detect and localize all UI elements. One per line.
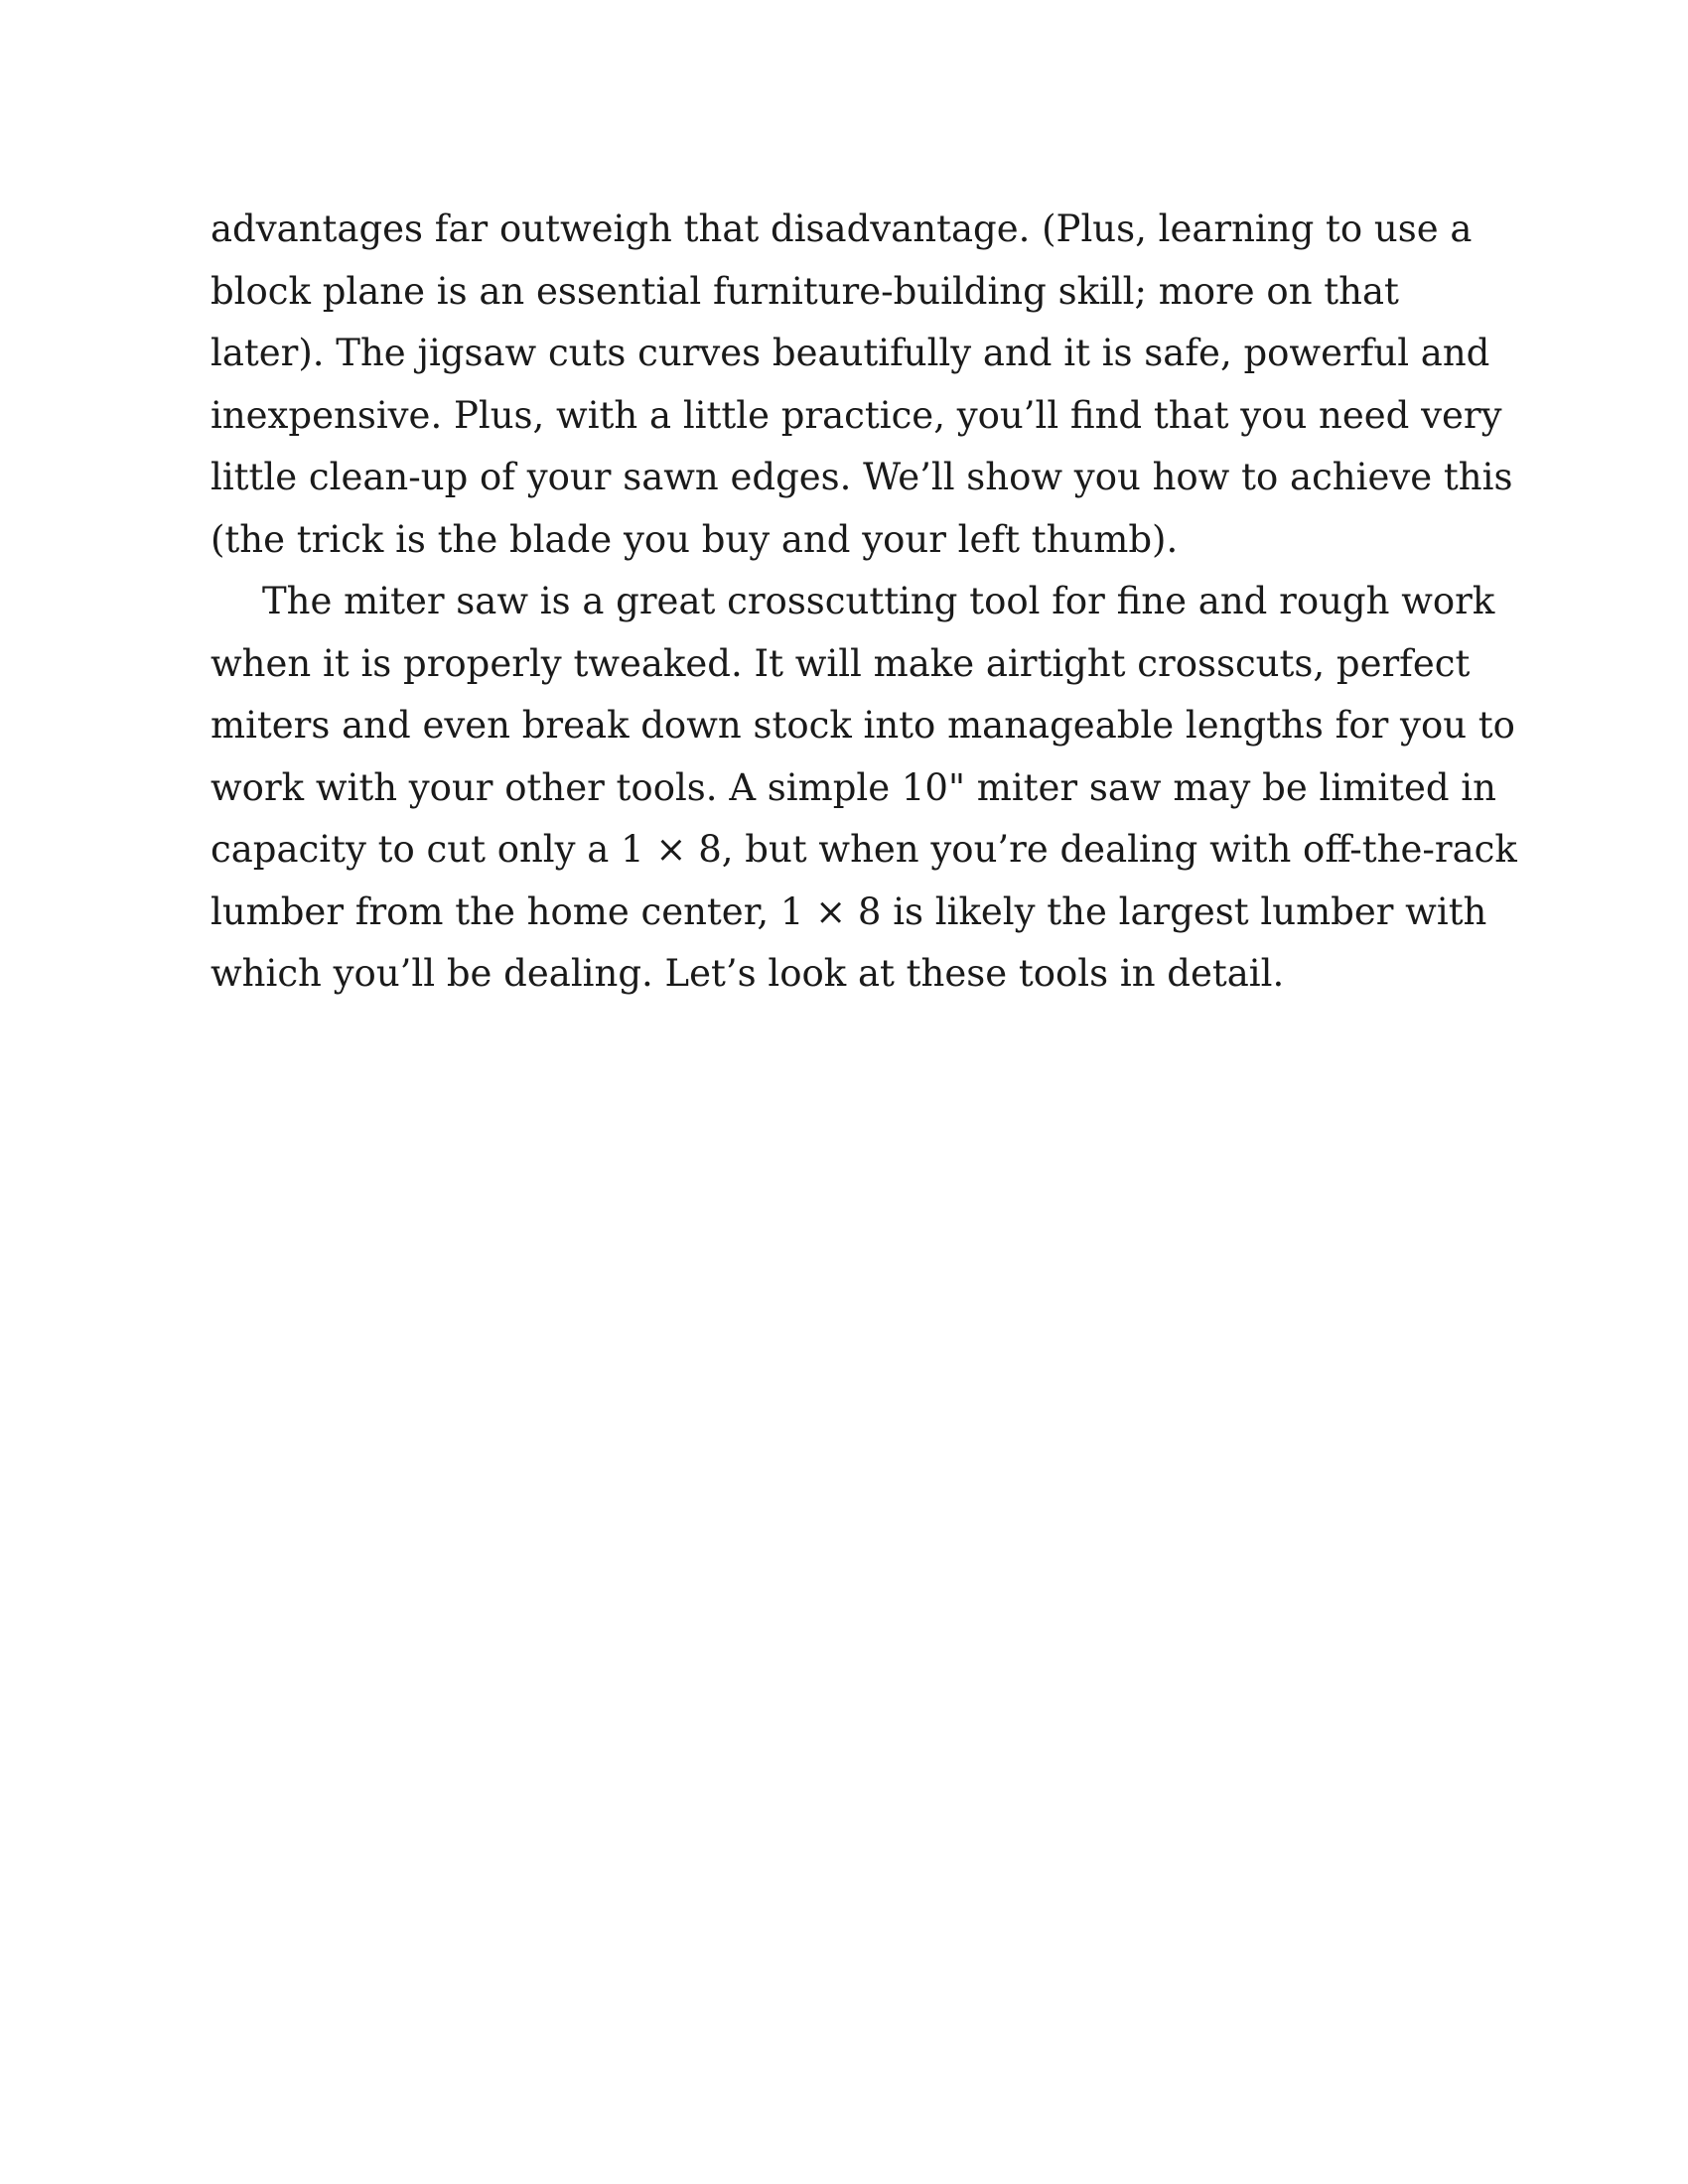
paragraph-1 <box>211 199 1513 571</box>
body-text <box>211 199 1517 1006</box>
text-line: capacity to cut only a 1 × 8, but when you’re dealing with off-the-rack <box>211 828 1517 871</box>
text-line: block plane is an essential furniture-building skill; more on that <box>211 269 1399 313</box>
text-line: inexpensive. Plus, with a little practice, you’ll find that you need very <box>211 393 1502 437</box>
paragraph-2 <box>211 571 1517 1006</box>
text-line: lumber from the home center, 1 × 8 is likely the largest lumber with <box>211 889 1487 933</box>
text-line: little clean-up of your sawn edges. We’ll show you how to achieve this <box>211 456 1513 498</box>
text-line: which you’ll be dealing. Let’s look at these tools in detail. <box>211 952 1285 995</box>
text-line: when it is properly tweaked. It will make airtight crosscuts, perfect <box>211 641 1471 685</box>
text-line: later). The jigsaw cuts curves beautifully and it is safe, powerful and <box>211 332 1490 374</box>
text-line: work with your other tools. A simple 10" miter saw may be limited in <box>211 765 1496 809</box>
text-line: The miter saw is a great crosscutting tool for fine and rough work <box>262 580 1495 622</box>
text-line: (the trick is the blade you buy and your left thumb). <box>211 517 1179 561</box>
text-line: miters and even break down stock into manageable lengths for you to <box>211 704 1515 747</box>
text-line: advantages far outweigh that disadvantage. (Plus, learning to use a <box>211 207 1473 250</box>
